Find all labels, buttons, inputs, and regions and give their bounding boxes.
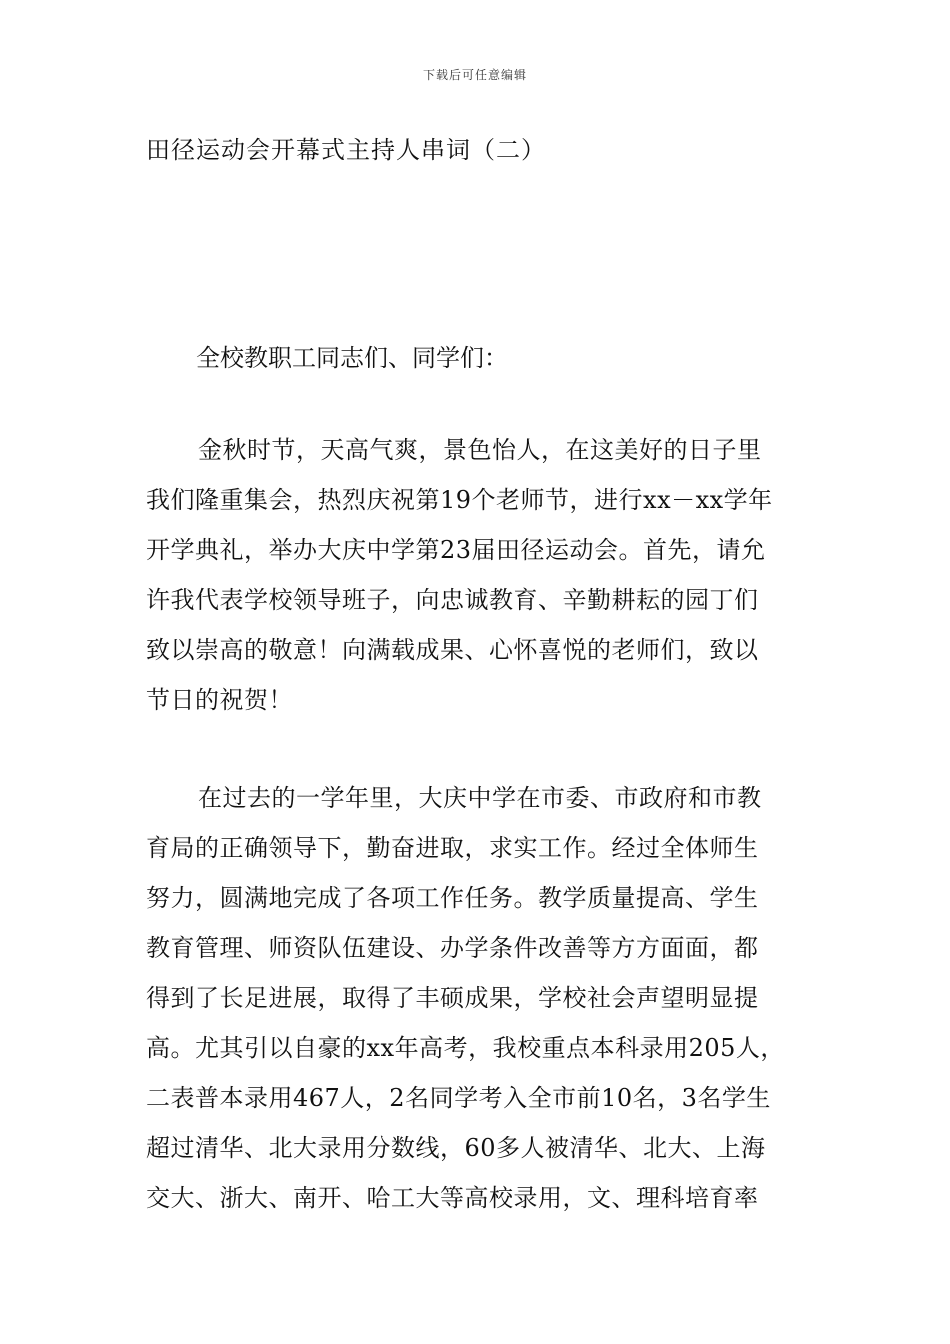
paragraph-line: 节日的祝贺！ — [146, 686, 293, 714]
paragraph-line: 教育管理、师资队伍建设、办学条件改善等方方面面，都 — [146, 934, 759, 962]
page-header-note: 下载后可任意编辑 — [422, 68, 527, 82]
paragraph-line: 二表普本录用467人，2名同学考入全市前10名，3名学生 — [146, 1084, 771, 1112]
paragraph-line: 育局的正确领导下，勤奋进取，求实工作。经过全体师生 — [146, 834, 759, 862]
paragraph-line: 在过去的一学年里，大庆中学在市委、市政府和市教 — [198, 784, 762, 812]
paragraph-line: 努力，圆满地完成了各项工作任务。教学质量提高、学生 — [146, 884, 759, 912]
paragraph-line: 致以崇高的敬意！向满载成果、心怀喜悦的老师们，致以 — [146, 636, 759, 664]
paragraph-line: 高。尤其引以自豪的xx年高考，我校重点本科录用205人， — [146, 1034, 785, 1062]
paragraph-line: 开学典礼，举办大庆中学第23届田径运动会。首先，请允 — [146, 536, 766, 564]
paragraph-line: 许我代表学校领导班子，向忠诚教育、辛勤耕耘的园丁们 — [146, 586, 759, 614]
paragraph-line: 金秋时节，天高气爽，景色怡人，在这美好的日子里 — [198, 436, 762, 464]
paragraph-2 — [146, 773, 816, 1223]
salutation: 全校教职工同志们、同学们： — [196, 344, 508, 372]
paragraph-1 — [146, 425, 816, 725]
paragraph-line: 得到了长足进展，取得了丰硕成果，学校社会声望明显提 — [146, 984, 759, 1012]
document-title: 田径运动会开幕式主持人串词（二） — [146, 136, 546, 164]
paragraph-line: 交大、浙大、南开、哈工大等高校录用，文、理科培育率 — [146, 1184, 759, 1212]
paragraph-line: 我们隆重集会，热烈庆祝第19个老师节，进行xx－xx学年 — [146, 486, 773, 514]
paragraph-line: 超过清华、北大录用分数线，60多人被清华、北大、上海 — [146, 1134, 766, 1162]
